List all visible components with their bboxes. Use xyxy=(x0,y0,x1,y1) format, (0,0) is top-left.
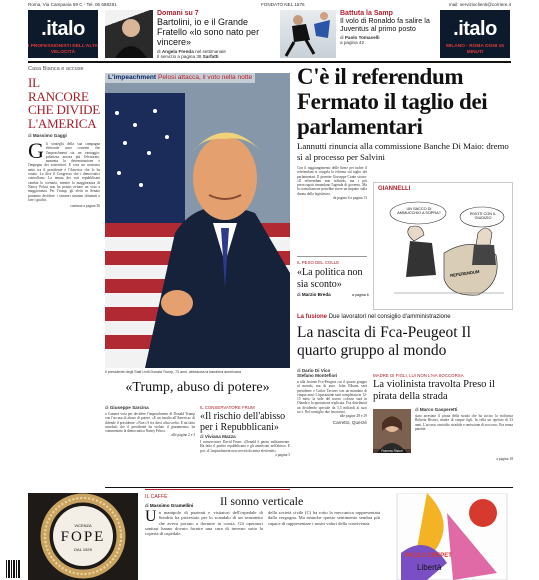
article-text xyxy=(415,407,513,431)
photo-section-tag: L'impeachment Pelosi attacca, il voto nella notte xyxy=(105,73,255,83)
article-kicker: MADRE DI FIGLI, LUI NON L'HA SOCCORSA xyxy=(373,373,464,378)
masthead-email: mail: servizioclienti@corriere.it xyxy=(448,1,511,7)
fope-logo: FOPE xyxy=(60,529,106,545)
fope-city: VICENZA xyxy=(74,523,92,528)
fusione-kicker-line: La fusione Due lavoratori nel consiglio d'amministrazione xyxy=(297,314,451,320)
speech-bubble-1: UN SACCO DI AMMUCCHIO A SOPRA? xyxy=(397,207,441,216)
fope-year: DAL 1929 xyxy=(74,547,92,552)
divider xyxy=(297,256,367,257)
portrait-silhouette-icon xyxy=(105,10,153,58)
italo-logo: .italo xyxy=(41,18,85,40)
promo-headline: Bartolini, io e il Grande Fratello «lo sono nato per vincere» xyxy=(157,17,260,47)
promo-byline: di Paolo Tomaselli a pagina 42 xyxy=(340,35,380,45)
crepet-book-ad[interactable] xyxy=(387,493,513,580)
article-headline[interactable]: La violinista travolta Preso il pirata della strada xyxy=(373,379,495,402)
continuation-link[interactable]: a pagina 18 xyxy=(496,457,513,461)
article-body: stato arrestato il pirata della strada che ha ucciso la violinista Roberta Ristori, madre di cinque figli. In cella un operaio di 33 anni. L'accusa: omicidio stradale e omissione di soccorso. Era senza patente. xyxy=(415,414,513,431)
caffe-kicker: IL CAFFÈ xyxy=(145,494,168,500)
article-coauthors: Carretto, Querzé xyxy=(332,419,367,425)
victim-photo xyxy=(373,409,411,453)
giannelli-cartoon xyxy=(373,182,513,310)
main-article-body: Con il raggiungimento delle firme per indire il referendum si congela la riforma sul taglio dei parlamentari. Il premier Giuseppe Conte sicuro: «Il referendum non influirà» ma i più preoccupati rimandano l'agenda di governo. Ma la consultazione potrebbe avere un impatto sulla durata della legislatura. xyxy=(297,166,367,196)
violinista-article xyxy=(373,373,513,485)
article-byline: di Giuseppe Sarcina xyxy=(105,405,149,410)
italo-tagline: I PROFESSIONISTI DELL'ALTA VELOCITÀ xyxy=(28,44,98,55)
cartoon-title: GIANNELLI xyxy=(378,186,411,192)
divider xyxy=(105,487,513,488)
masthead-bar xyxy=(0,0,539,8)
commentary-headline[interactable]: «La politica non sia sconto» xyxy=(297,267,363,290)
promo-football-image xyxy=(280,10,336,58)
editorial-body: Gli strateghi della sua campagna elettorale sono convinti che l'impeachment sia un vantaggio: polarizza ancora più l'elettorato, aumenta la determinazione e l'impegno dei sostenitori. E crea un contrasto netto tra il presidente e l'America che lo ha votato. Lo dice il Congresso che i democratici controllano. La tenuta dei voti repubblicani cambia lo scenario, mentre la maggioranza di Nancy Pelosi non ha potuto evitare un voto a maggioranza. Per Trump, gli eletti in Senato potranno decidere: i senatori saranno chiamati a fare i giudici. xyxy=(28,138,100,202)
article-body: a Camera vota per decidere l'impeachment di Donald Trump con l'accusa di abuso di potere. «E un insulto all'America» di difende il presidente. «Non c'è fra dieci altra scelta. E un fatto assodato che il presidente ha violato il giuramento» ha commentato la democratica Nancy Pelosi. xyxy=(105,412,195,434)
book-author: PAOLO CREPET xyxy=(405,553,452,559)
portrait-icon xyxy=(373,409,411,453)
caffe-headline[interactable]: Il sonno verticale xyxy=(220,494,304,508)
continuation-link[interactable]: a pagina 3 xyxy=(275,452,290,457)
fusione-headline[interactable]: La nascita di Fca-Peugeot Il quarto gruppo al mondo xyxy=(297,324,471,359)
main-headline[interactable]: C'è il referendum Fermato il taglio dei parlamentari xyxy=(297,64,488,139)
dropcap: G xyxy=(28,138,44,163)
commentary-byline: di Marzio Breda a pagina 6 xyxy=(297,292,369,297)
promo-portrait-image xyxy=(105,10,153,58)
book-cover-graphic xyxy=(387,493,513,580)
article-byline: di Marco Gasperetti xyxy=(415,407,458,412)
article-headline[interactable]: «Il rischio dell'abisso per i Repubblicani» xyxy=(200,411,286,433)
masthead-founded: FONDATO NEL 1876 xyxy=(261,1,305,7)
article-byline: di Viviana Mazza xyxy=(200,434,236,439)
continuation-link[interactable]: da pagina 6 a pagina 13 xyxy=(332,196,367,201)
frum-article xyxy=(200,405,290,457)
caffe-byline: di Massimo Gramellini xyxy=(145,503,194,508)
italo-tagline: MILANO - ROMA OGNI 15 MINUTI xyxy=(446,44,504,55)
caffe-body-col1: Un manipolo di pazienti e visitatori dell'ospedale di Sondrio ha protestato per lo scandalo di un senzatetto che aveva portato a dormire in corsia. Gli operatori sanitari hanno dovuto fornire una cura di inverno sotto la coperta di ospedale. xyxy=(145,508,263,537)
speech-bubble-2: RIVOTI CON IL GIUDIZIO xyxy=(469,212,497,221)
sarcina-article xyxy=(105,405,195,438)
masthead-address: Roma, Via Campania 59 C - Tel. 06 688281 xyxy=(28,1,117,7)
photo-caption: Il presidente degli Stati Uniti Donald Trump, 73 anni, abbraccia la bandiera americana xyxy=(105,370,242,374)
promo-kicker: Battuta la Samp xyxy=(340,10,393,17)
article-kicker: IL CONSERVATORE FRUM xyxy=(200,405,255,410)
book-title: Libertà xyxy=(417,563,442,572)
italo-ad-left[interactable] xyxy=(28,10,98,58)
trump-flag-illustration xyxy=(105,73,290,368)
fope-ad[interactable] xyxy=(28,493,138,580)
cartoon-drawing xyxy=(374,183,514,311)
editorial-headline[interactable]: IL RANCORE CHE DIVIDE L'AMERICA xyxy=(28,75,101,131)
promo-kicker: Domani su 7 xyxy=(157,10,199,17)
divider-red xyxy=(145,489,290,490)
barcode xyxy=(6,560,20,578)
promo-juventus[interactable] xyxy=(280,10,432,58)
main-article xyxy=(297,166,367,200)
italo-ad-right[interactable] xyxy=(440,10,510,58)
promo-headline: Il volo di Ronaldo fa salire la Juventus al primo posto xyxy=(340,16,430,33)
fca-article xyxy=(297,368,367,426)
continuation-link[interactable]: alle pagine 28 e 29 xyxy=(339,414,367,419)
italo-logo: .italo xyxy=(453,18,497,40)
continuation-link[interactable]: continua a pagina 36 xyxy=(70,204,100,209)
article-body: n alla fusione Fca-Peugeot cui il quarto gruppo al mondo, ma di auto. John Elkann sarà presidente e Carlos Tavares con un mandato di cinque anni. L'operazione sarà completata in 12-15 mesi, la sede del nuovo colosso sarà in Olanda e la quotazione triplicata. Fca distribuirà un dividendo speciale da 5,5 miliardi ai suoi soci. Nel consiglio due lavoratori. xyxy=(297,380,367,415)
section-label: Casa Bianca e accuse xyxy=(28,66,84,72)
masthead-rule xyxy=(28,61,511,63)
trump-quote-headline[interactable]: «Trump, abuso di potere» xyxy=(125,380,270,395)
promo-byline: di Angela Frenda nel settimanale Il servizio a pagina 38 Sarfatti xyxy=(157,49,226,59)
trump-flag-photo xyxy=(105,73,290,368)
photo-caption: Roberta Ristori xyxy=(373,449,411,453)
promo-sette[interactable] xyxy=(105,10,275,58)
editorial-byline: di Massimo Gaggi xyxy=(28,133,67,138)
article-body: I conservatore David Frum: «Donald è pazzo militarmente. Ha fatto il partito repubblicano e gli americani nell'abisso. E poi: «L'impeachment non servirà da arma elettorale». xyxy=(200,440,290,453)
footballer-icon xyxy=(280,10,336,58)
commentary-kicker: IL PESO DEL COLLE xyxy=(297,260,340,265)
article-byline: di Dario Di Vico Stefano Montefiori xyxy=(297,368,338,378)
sack-label: REFERENDUM xyxy=(449,268,480,279)
editorial-column[interactable] xyxy=(28,66,100,208)
main-subheadline: Lannutti rinuncia alla commissione Banche Di Maio: dremo sì al processo per Salvini xyxy=(297,141,509,162)
continuation-link[interactable]: alle pagine 2 e 3 xyxy=(171,433,195,438)
caffe-body-col2: della società civile (C) ha rotto la meccanica rappresentata dalla vergogna. Ma neanche questo sentimento sembra più capace di rappresentare i nostri valori della convivenza. xyxy=(268,510,380,526)
